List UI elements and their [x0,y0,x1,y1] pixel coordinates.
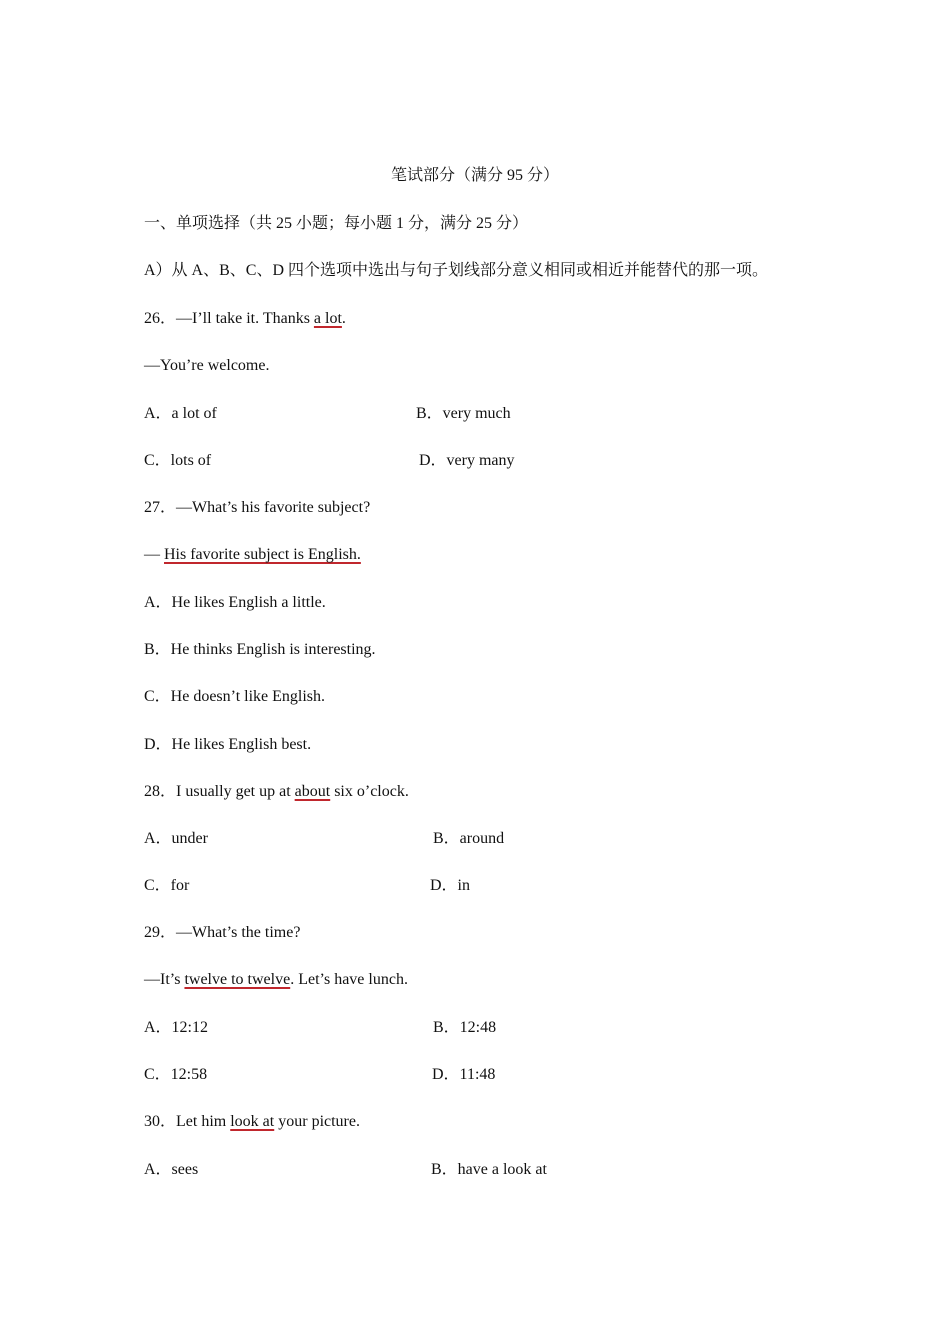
option-26-c: C．lots of [144,452,212,469]
option-29-d: D．11:48 [432,1066,496,1083]
option-28-c: C．for [144,877,190,894]
question-text: I usually get up at [176,783,295,800]
question-text-end: six o’clock. [330,783,409,800]
underlined-phrase: look at [230,1113,275,1130]
option-29-c: C．12:58 [144,1066,208,1083]
instruction-text: A）从 A、B、C、D 四个选项中选出与句子划线部分意义相同或相近并能替代的那一项。 [144,262,769,279]
option-27-a: A．He likes English a little. [144,594,326,611]
question-number: 30． [144,1113,177,1130]
response-text-end: . Let’s have lunch. [290,971,408,988]
option-27-c: C．He doesn’t like English. [144,688,326,705]
option-27-d: D．He likes English best. [144,736,312,753]
question-number: 26． [144,310,177,327]
question-number: 29． [144,924,177,941]
option-26-a: A．a lot of [144,405,217,422]
option-27-b: B．He thinks English is interesting. [144,641,376,658]
response-dash: — [144,546,164,563]
response-text: —It’s [144,971,185,988]
question-text: Let him [176,1113,231,1130]
question-30 [144,1112,360,1132]
question-29-response [144,970,408,990]
question-number: 28． [144,783,177,800]
option-26-d: D．very many [419,452,515,469]
question-29 [144,923,300,943]
option-30-b: B．have a look at [431,1161,547,1178]
option-28-b: B．around [433,830,505,847]
option-29-b: B．12:48 [433,1019,497,1036]
underlined-phrase: His favorite subject is English. [164,546,361,563]
option-29-a: A．12:12 [144,1019,209,1036]
question-text-end: . [341,310,346,327]
question-number: 27． [144,499,177,516]
question-text: —I’ll take it. Thanks [176,310,314,327]
page-title: 笔试部分（满分 95 分） [390,167,559,184]
question-text-end: your picture. [274,1113,360,1130]
underlined-phrase: about [294,783,331,800]
question-26 [144,309,346,329]
underlined-phrase: a lot [313,310,342,327]
question-27-response [144,545,361,565]
option-26-b: B．very much [416,405,511,422]
underlined-phrase: twelve to twelve [184,971,291,988]
option-28-a: A．under [144,830,208,847]
question-28 [144,782,409,802]
question-text: —What’s his favorite subject? [176,499,371,516]
option-28-d: D．in [430,877,471,894]
question-26-response: —You’re welcome. [144,357,270,374]
section-heading: 一、单项选择（共 25 小题；每小题 1 分，满分 25 分） [144,215,529,232]
question-27 [144,498,370,518]
option-30-a: A．sees [144,1161,199,1178]
question-text: —What’s the time? [176,924,301,941]
